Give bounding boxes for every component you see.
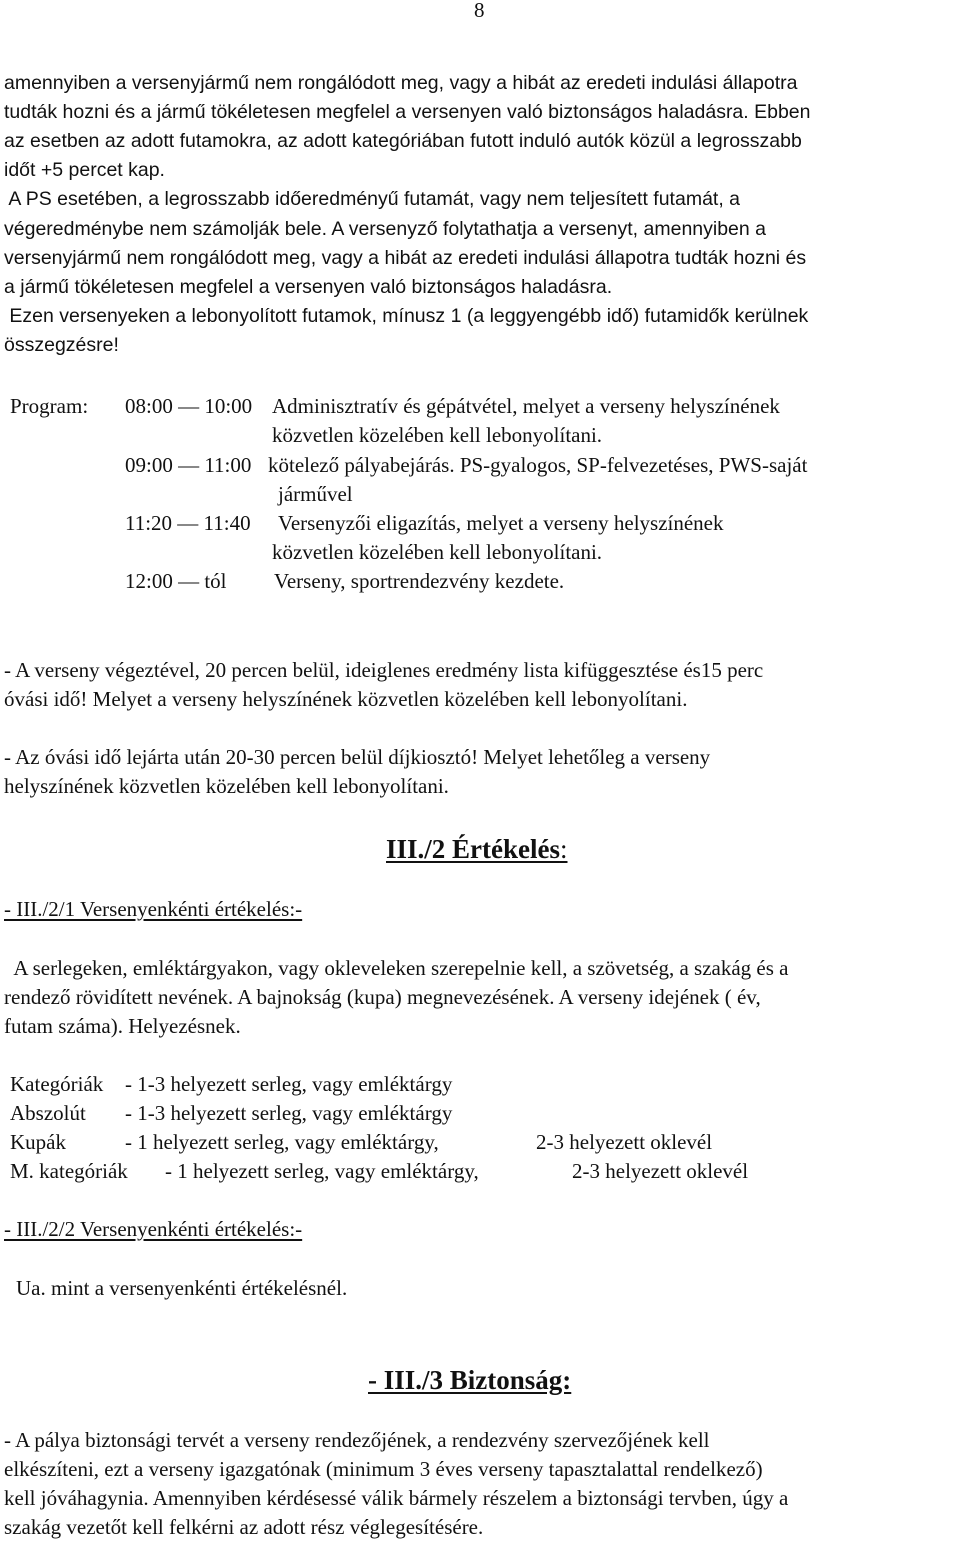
trophy-line: futam száma). Helyezésnek.: [4, 1014, 241, 1038]
safety-line: kell jóváhagynia. Amennyiben kérdésessé válik bármely részelem a biztonsági tervben, úgy a: [4, 1486, 789, 1510]
program-time: 09:00 — 11:00: [125, 453, 252, 477]
intro-line: Ezen versenyeken a lebonyolított futamok, mínusz 1 (a leggyengébb idő) futamidők kerülnek: [4, 305, 809, 327]
program-desc-cont: közvetlen közelében kell lebonyolítani.: [272, 423, 603, 447]
award-category: M. kategóriák: [10, 1159, 128, 1183]
program-desc-cont: közvetlen közelében kell lebonyolítani.: [272, 540, 603, 564]
program-desc: Versenyzői eligazítás, melyet a verseny helyszínének: [278, 511, 724, 535]
award-detail: - 1 helyezett serleg, vagy emléktárgy,: [125, 1130, 439, 1154]
section-heading-text: III./2 Értékelés: [386, 834, 560, 864]
result-line: - A verseny végeztével, 20 percen belül, ideiglenes eredmény lista kifüggesztése és15 perc: [4, 658, 764, 682]
award-category: Kupák: [10, 1130, 66, 1154]
intro-line: időt +5 percet kap.: [4, 159, 165, 181]
program-label: Program:: [10, 394, 89, 418]
intro-line: összegzésre!: [4, 334, 119, 356]
award-detail: - 1-3 helyezett serleg, vagy emléktárgy: [125, 1072, 453, 1096]
intro-line: tudták hozni és a jármű tökéletesen megfelel a versenyen való biztonságos haladásra. Ebben: [4, 101, 811, 123]
award-extra: 2-3 helyezett oklevél: [536, 1130, 713, 1154]
program-time: 11:20 — 11:40: [125, 511, 251, 535]
intro-line: A PS esetében, a legrosszabb időeredményű futamát, vagy nem teljesített futamát, a: [4, 188, 741, 210]
subsection-text: Ua. mint a versenyenkénti értékelésnél.: [16, 1276, 348, 1300]
program-desc: Adminisztratív és gépátvétel, melyet a verseny helyszínének: [272, 394, 780, 418]
program-time: 08:00 — 10:00: [125, 394, 253, 418]
award-category: Kategóriák: [10, 1072, 104, 1096]
award-category: Abszolút: [10, 1101, 86, 1125]
section-heading-colon: :: [559, 834, 568, 864]
page-number: 8: [474, 0, 485, 22]
section-heading-biztonsag: - III./3 Biztonság:: [368, 1365, 572, 1395]
award-line: helyszínének közvetlen közelében kell lebonyolítani.: [4, 774, 449, 798]
result-line: óvási idő! Melyet a verseny helyszínének közvetlen közelében kell lebonyolítani.: [4, 687, 688, 711]
program-desc: kötelező pályabejárás. PS-gyalogos, SP-felvezetéses, PWS-saját: [268, 453, 808, 477]
section-heading-ertekeles: [386, 832, 568, 866]
trophy-line: rendező rövidített nevének. A bajnokság (kupa) megnevezésének. A verseny idejének ( év,: [4, 985, 761, 1009]
intro-line: a jármű tökéletesen megfelel a versenyen való biztonságos haladásra.: [4, 276, 613, 298]
award-extra: 2-3 helyezett oklevél: [572, 1159, 749, 1183]
program-desc: Verseny, sportrendezvény kezdete.: [274, 569, 565, 593]
program-time: 12:00 — tól: [125, 569, 227, 593]
safety-line: szakág vezetőt kell felkérni az adott rész véglegesítésére.: [4, 1515, 484, 1539]
subsection-heading: - III./2/2 Versenyenkénti értékelés:-: [4, 1217, 303, 1241]
intro-line: versenyjármű nem rongálódott meg, vagy a hibát az eredeti indulási állapotra tudták hozni és: [4, 247, 807, 269]
intro-line: amennyiben a versenyjármű nem rongálódott meg, vagy a hibát az eredeti indulási állapotra: [4, 72, 798, 94]
intro-line: az esetben az adott futamokra, az adott kategóriában futott induló autók közül a legrosszabb: [4, 130, 802, 152]
award-detail: - 1 helyezett serleg, vagy emléktárgy,: [165, 1159, 479, 1183]
intro-line: végeredménybe nem számolják bele. A versenyző folytathatja a versenyt, amennyiben a: [4, 218, 767, 240]
award-line: - Az óvási idő lejárta után 20-30 percen belül díjkiosztó! Melyet lehetőleg a verseny: [4, 745, 711, 769]
trophy-line: A serlegeken, emléktárgyakon, vagy okleveleken szerepelnie kell, a szövetség, a szakág és a: [4, 956, 789, 980]
safety-line: - A pálya biztonsági tervét a verseny rendezőjének, a rendezvény szervezőjének kell: [4, 1428, 710, 1452]
subsection-heading: - III./2/1 Versenyenkénti értékelés:-: [4, 897, 303, 921]
program-desc-cont: járművel: [278, 482, 353, 506]
safety-line: elkészíteni, ezt a verseny igazgatónak (minimum 3 éves verseny tapasztalattal rendelkező): [4, 1457, 763, 1481]
award-detail: - 1-3 helyezett serleg, vagy emléktárgy: [125, 1101, 453, 1125]
